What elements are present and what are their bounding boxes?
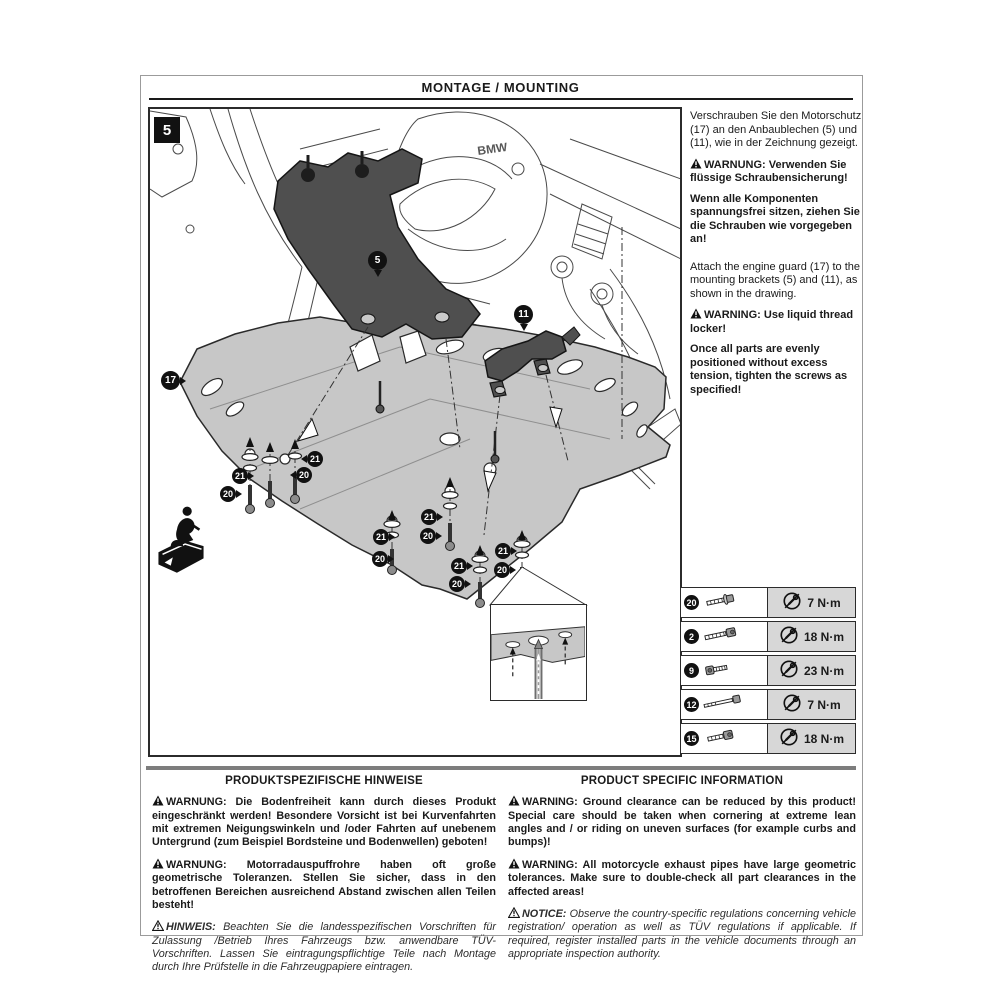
warning-icon [690, 159, 704, 171]
torque-wrench-icon [779, 625, 799, 648]
instruction-en-intro: Attach the engine guard (17) to the mounting brackets (5) and (11), as shown in the drawing. [690, 260, 861, 300]
notes-en-warning1: WARNING: Ground clearance can be reduced by this product! Special care should be taken when cornering at extreme lean angles and / or riding on uneven surfaces (for example curbs and bumps)! [508, 796, 856, 849]
callout-washer-21: 21 [421, 509, 437, 525]
callout-screw-20: 20 [220, 486, 236, 502]
instruction-de-note: Wenn alle Komponenten spannungsfrei sitzen, ziehen Sie die Schrauben wie vorgegeben an! [690, 192, 860, 246]
torque-value: 7 N·m [807, 595, 841, 610]
page-title: MONTAGE / MOUNTING [421, 80, 580, 95]
callout-washer-21: 21 [232, 468, 248, 484]
notes-de-heading: PRODUKTSPEZIFISCHE HINWEISE [225, 775, 423, 787]
notes-en-notice: NOTICE: Observe the country-specific regulations concerning vehicle registration/ operation as well as TÜV regulations if applicable. If required, register installed parts in the vehicle documents through an appropriate inspection authority. [508, 907, 856, 960]
callout-washer-21: 21 [451, 558, 467, 574]
cap-screw-icon [702, 726, 744, 751]
instruction-de-warning: WARNUNG: Verwenden Sie flüssige Schraubensicherung! [690, 158, 848, 185]
engine-diagram [150, 109, 681, 756]
torque-row [680, 723, 856, 754]
callout-bracket-11: 11 [514, 305, 533, 324]
warning-icon [508, 796, 522, 808]
part-badge: 9 [684, 663, 699, 678]
long-bolt-icon [702, 692, 744, 717]
part-badge: 2 [684, 629, 699, 644]
warning-icon [152, 796, 166, 808]
cap-screw-icon [702, 624, 744, 649]
callout-screw-20: 20 [420, 528, 436, 544]
notes-de-warning1: WARNUNG: Die Bodenfreiheit kann durch dieses Produkt eingeschränkt werden! Besondere Vorsicht ist bei Kurvenfahrten mit extremen Neigungswinkeln und /oder Fahrten auf unebenem Untergrund (zum Beispiel Bordsteine und Bodenwellen) geboten! [152, 796, 496, 849]
callout-screw-20: 20 [372, 551, 388, 567]
callout-screw-20: 20 [449, 576, 465, 592]
part-badge: 15 [684, 731, 699, 746]
torque-wrench-icon [782, 591, 802, 614]
notes-en-warning2: WARNING: All motorcycle exhaust pipes have large geometric tolerances. Make sure to double-check all part clearances in the affected areas! [508, 858, 856, 898]
notice-icon [152, 921, 166, 933]
cap-screw-icon [702, 658, 744, 683]
torque-wrench-icon [779, 727, 799, 750]
notes-de-warning2: WARNUNG: Motorradauspuffrohre haben oft große geometrische Toleranzen. Stellen Sie sicher, dass in den betroffenen Bereichen ausreichend Abstand zwischen allen Teilen besteht! [152, 858, 496, 911]
bracket-front-shape [274, 149, 480, 339]
torque-row [680, 655, 856, 686]
instruction-de-intro: Verschrauben Sie den Motorschutz (17) an den Anbaublechen (5) und (11), wie in der Zeichnung gezeigt. [690, 110, 862, 150]
instruction-en-warning: WARNING: Use liquid thread locker! [690, 309, 854, 335]
torque-wrench-icon [782, 693, 802, 716]
warning-icon [690, 309, 704, 321]
notice-icon [508, 908, 522, 920]
detail-inset [490, 604, 587, 701]
part-badge: 12 [684, 697, 699, 712]
engine-brand-label: BMW [476, 139, 509, 158]
part-badge: 20 [684, 595, 699, 610]
callout-washer-21: 21 [495, 543, 511, 559]
callout-screw-20: 20 [494, 562, 510, 578]
callout-washer-21: 21 [373, 529, 389, 545]
step-number-badge: 5 [154, 117, 180, 143]
warning-icon [152, 859, 166, 871]
torque-row [680, 621, 856, 652]
torque-value: 18 N·m [803, 731, 844, 746]
notes-de-notice: HINWEIS: Beachten Sie die landesspezifischen Vorschriften für Zulassung /Betrieb Ihres Fahrzeugs bzw. anwendbare TÜV-Vorschriften. Lassen Sie eintragungspflichtige Teile nach Montage durch Ihre Prüfstelle in die Fahrzeugpapiere eintragen. [152, 921, 497, 974]
curb-clearance-icon [156, 501, 206, 583]
section-divider [146, 766, 856, 770]
torque-wrench-icon [779, 659, 799, 682]
warning-icon [508, 859, 522, 871]
mounting-diagram [148, 107, 682, 757]
callout-screw-20: 20 [296, 467, 312, 483]
torque-value: 7 N·m [807, 697, 841, 712]
product-notes-de [152, 774, 496, 983]
callout-plate-17: 17 [161, 371, 180, 390]
torque-value: 23 N·m [803, 663, 844, 678]
callout-bracket-5: 5 [368, 251, 387, 270]
torque-row [680, 587, 856, 618]
flange-bolt-icon [702, 590, 744, 615]
callout-washer-21: 21 [307, 451, 323, 467]
torque-value: 18 N·m [803, 629, 844, 644]
header-rule [149, 98, 853, 100]
product-notes-en [508, 774, 856, 969]
instruction-column [690, 110, 862, 404]
torque-row [680, 689, 856, 720]
notes-en-heading: PRODUCT SPECIFIC INFORMATION [580, 775, 784, 787]
instruction-en-note: Once all parts are evenly positioned without excess tension, tighten the screws as specified! [690, 343, 848, 396]
